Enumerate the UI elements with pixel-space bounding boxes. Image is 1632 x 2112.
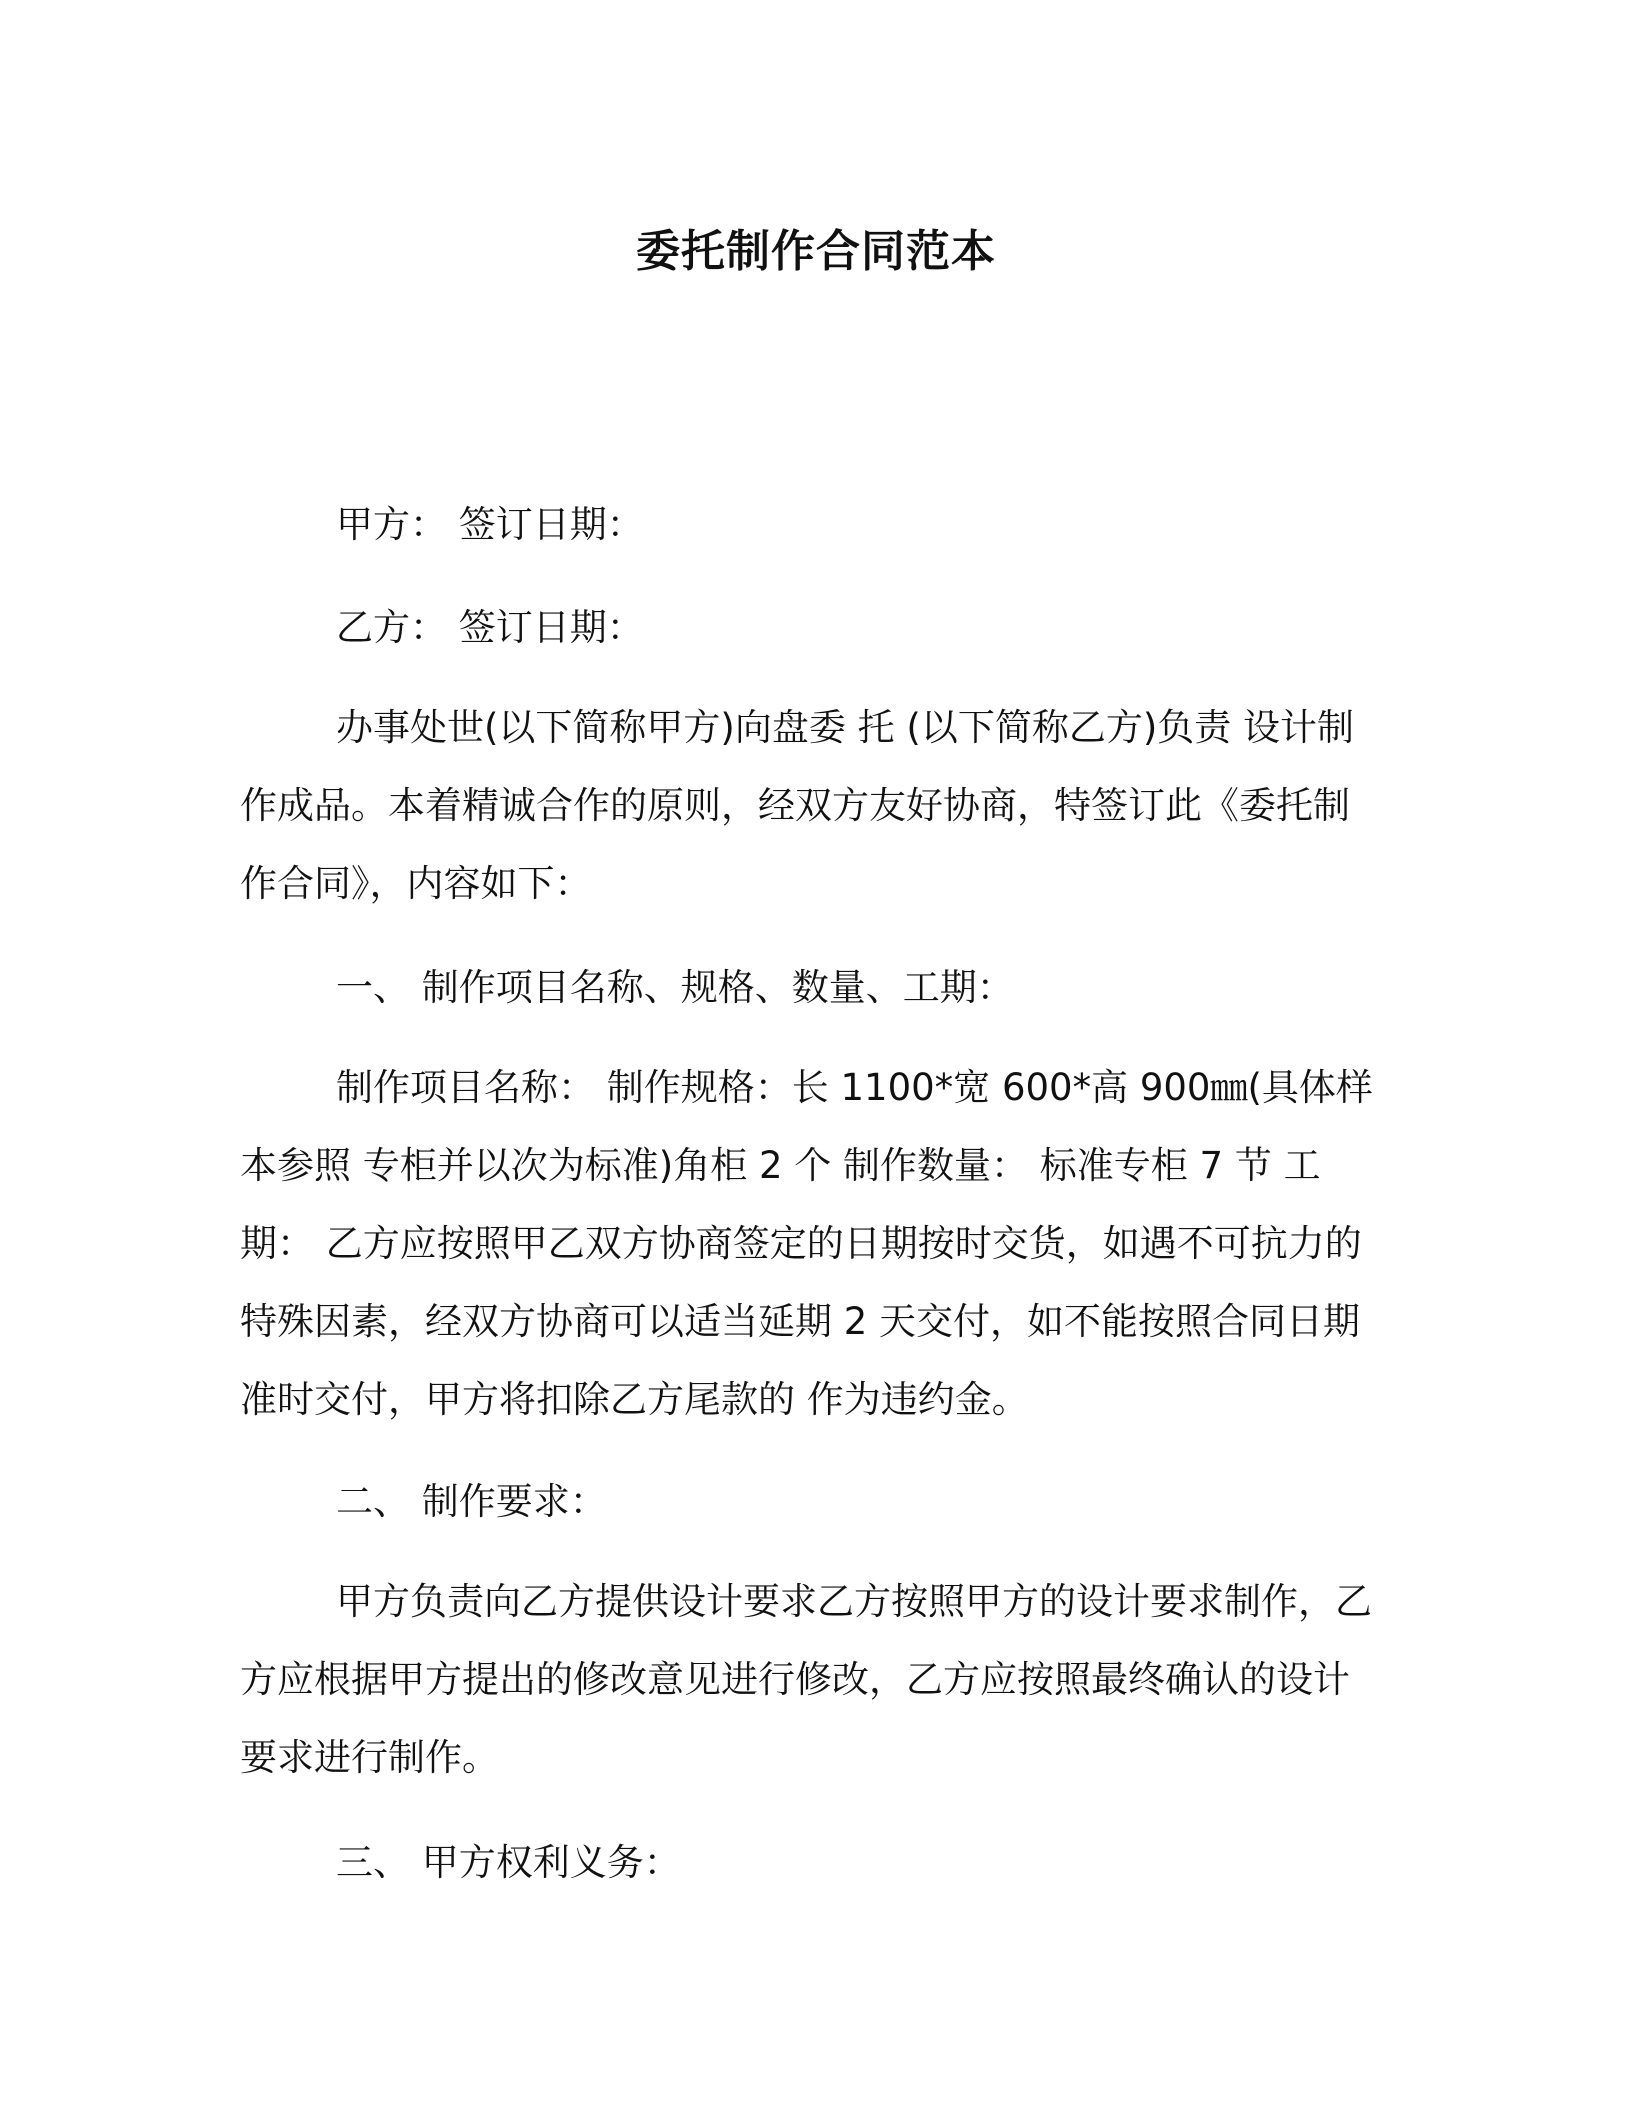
section-1-body: 制作项目名称： 制作规格：长 1100*宽 600*高 900㎜(具体样本参照 专柜并以次为标准)角柜 2 个 制作数量： 标准专柜 7 节 工期： 乙方应按照甲乙双方协商签定的日期按时交货，如遇不可抗力的特殊因素，经双方协商可以适当延期 2 天交付，如不能按照合同日期准时交付，甲方将扣除乙方尾款的 作为违约金。 [240,1066,1373,1421]
section-3-heading: 三、 甲方权利义务： [336,1841,681,1884]
intro-paragraph: 办事处世(以下简称甲方)向盘委 托 (以下简称乙方)负责 设计制作成品。本着精诚合作的原则，经双方友好协商，特签订此《委托制作合同》，内容如下： [240,706,1355,905]
document-title: 委托制作合同范本 [636,226,996,277]
party-a-line: 甲方： 签订日期： [336,503,644,546]
section-2-heading: 二、 制作要求： [336,1480,607,1523]
party-b-line: 乙方： 签订日期： [336,606,644,649]
section-2-body: 甲方负责向乙方提供设计要求乙方按照甲方的设计要求制作，乙方应根据甲方提出的修改意见进行修改，乙方应按照最终确认的设计要求进行制作。 [240,1580,1372,1779]
section-1-heading: 一、 制作项目名称、规格、数量、工期： [336,966,1014,1009]
